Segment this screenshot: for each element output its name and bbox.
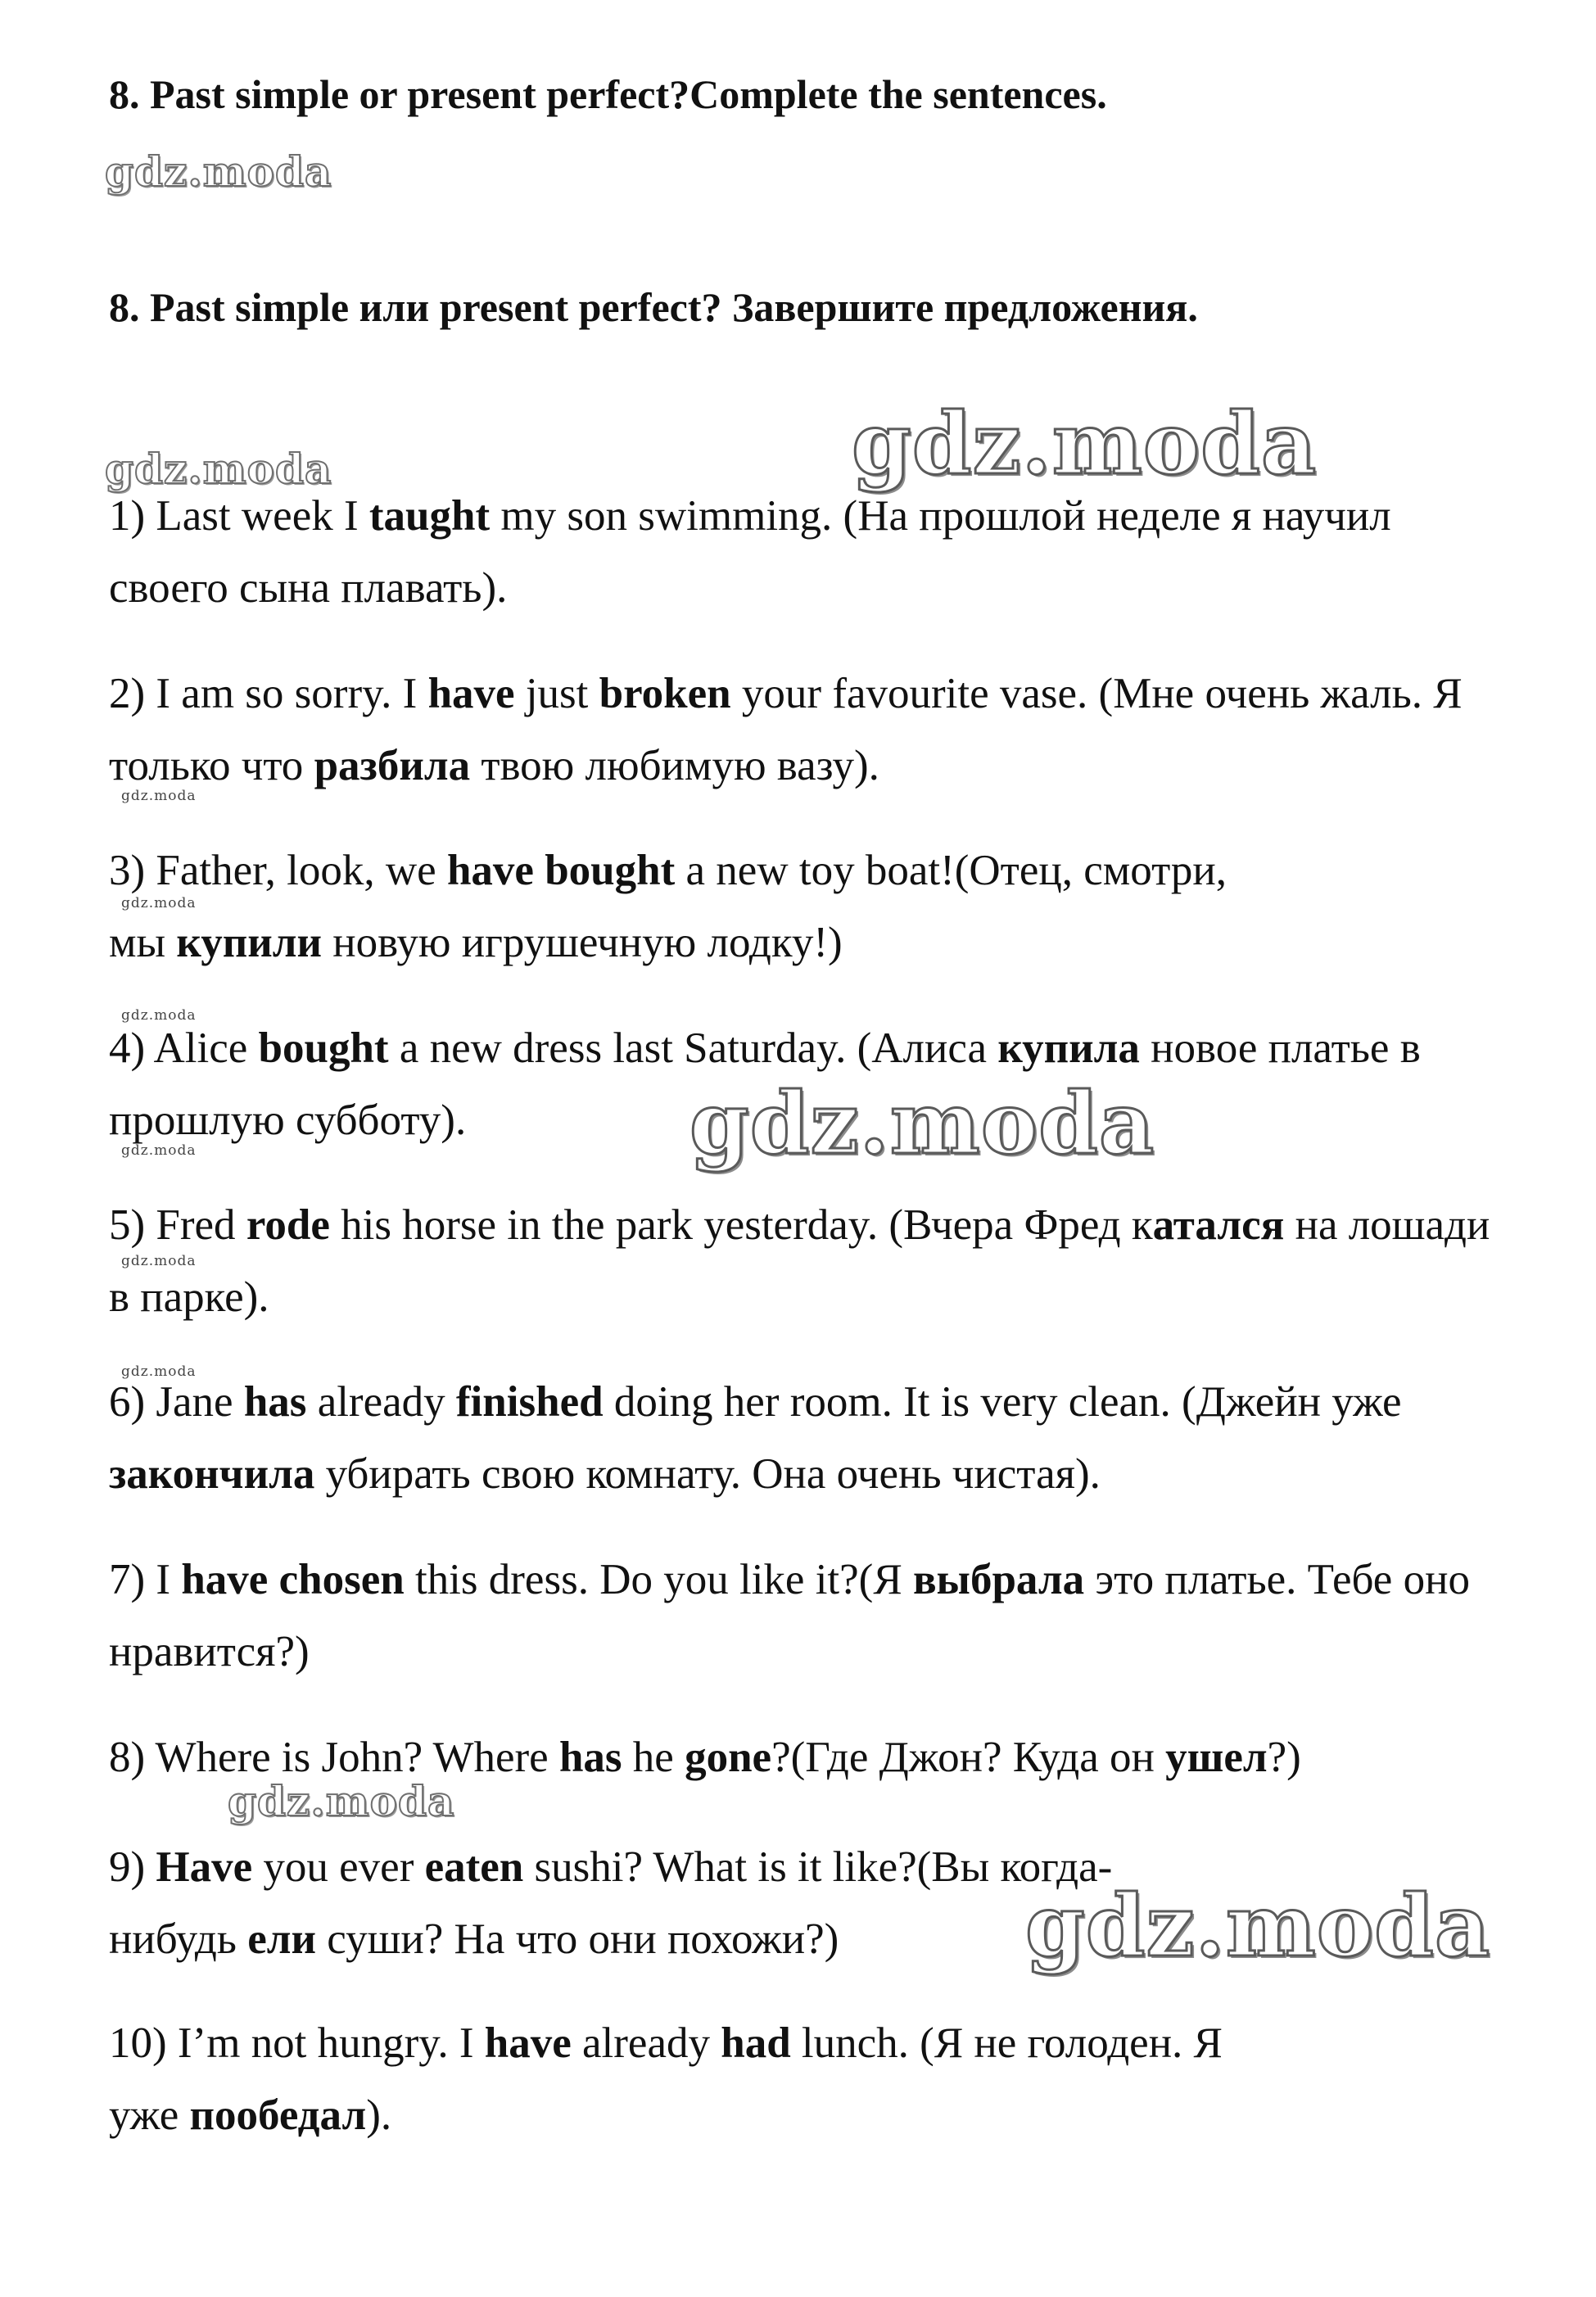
watermark-logo: gdz.moda: [121, 1007, 197, 1024]
answer-verb: finished: [455, 1378, 604, 1426]
answer-text: 5) Fred: [109, 1201, 246, 1249]
answer-text: 7) I: [109, 1556, 182, 1603]
answer-text: 1) Last week I: [109, 492, 369, 540]
answer-text: убирать свою комнату. Она очень чистая).: [314, 1450, 1101, 1498]
answer-text: 9): [109, 1843, 156, 1891]
answer-verb: ели: [247, 1915, 317, 1963]
answer-verb: купила: [997, 1024, 1140, 1072]
answer-verb: bought: [258, 1024, 389, 1072]
answer-verb: has: [558, 1734, 622, 1781]
answer-text: a new dress last Saturday. (Алиса: [388, 1024, 998, 1072]
task-title-en: 8. Past simple or present perfect?Complete the sentences.: [109, 71, 1107, 117]
watermark-logo: gdz.moda: [121, 1253, 197, 1269]
answer-text: 8) Where is John? Where: [109, 1734, 559, 1781]
answer-item-5: [109, 1189, 1501, 1333]
watermark-logo: gdz.moda: [105, 445, 332, 493]
answer-text: my son swimming. (На прошлой неделе я научил своего сына плавать).: [109, 492, 1391, 612]
answer-verb: eaten: [424, 1843, 524, 1891]
watermark-logo: gdz.moda: [228, 1777, 455, 1825]
answer-text: he: [622, 1734, 685, 1781]
watermark-logo: gdz.moda: [121, 788, 197, 804]
answer-text: мы: [109, 919, 177, 966]
answer-text: нибудь: [109, 1915, 248, 1963]
answer-text: 4) Alice: [109, 1024, 259, 1072]
answer-text: ).: [366, 2091, 392, 2139]
answer-text: 6) Jane: [109, 1378, 244, 1426]
task-title-ru: 8. Past simple или present perfect? Завершите предложения.: [109, 284, 1198, 330]
answer-verb: купили: [176, 919, 323, 966]
answer-verb: rode: [246, 1201, 330, 1249]
answer-verb: have: [427, 670, 515, 717]
answer-text: your favourite vase. (Мне очень жаль. Я только что: [109, 670, 1463, 789]
answer-verb: Have: [156, 1843, 253, 1891]
answer-text: lunch. (Я не голоден. Я: [790, 2019, 1223, 2067]
answer-text: this dress. Do you like it?(Я: [404, 1556, 913, 1603]
answer-verb: пообедал: [189, 2091, 367, 2139]
answer-verb: выбрала: [912, 1556, 1085, 1603]
watermark-logo: gdz.moda: [852, 393, 1318, 494]
answer-text: already: [306, 1378, 456, 1426]
answer-verb: have bought: [446, 847, 676, 894]
answer-text: his horse in the park yesterday. (Вчера Фред к: [329, 1201, 1153, 1249]
watermark-logo: gdz.moda: [689, 1073, 1155, 1173]
answer-text: суши? На что они похожи?): [316, 1915, 839, 1963]
watermark-logo: gdz.moda: [105, 147, 332, 196]
answer-verb: had: [721, 2019, 791, 2067]
answer-verb: have: [484, 2019, 572, 2067]
watermark-logo: gdz.moda: [121, 895, 197, 911]
answer-item-3: [109, 834, 1501, 979]
answer-text: a new toy boat!(Отец, смотри,: [675, 847, 1227, 894]
answer-text: you ever: [252, 1843, 425, 1891]
answer-item-1: [109, 480, 1501, 624]
answer-verb: ушел: [1165, 1734, 1268, 1781]
answer-verb: have chosen: [181, 1556, 405, 1603]
watermark-logo: gdz.moda: [1025, 1875, 1491, 1976]
answer-text: just: [514, 670, 599, 717]
answer-text: sushi? What is it like?(Вы когда-: [523, 1843, 1113, 1891]
answer-text: новое платье в прошлую субботу).: [109, 1024, 1421, 1144]
answer-text: 3) Father, look, we: [109, 847, 447, 894]
answer-verb: закончила: [109, 1450, 315, 1498]
answer-verb: has: [243, 1378, 307, 1426]
answer-verb: taught: [368, 492, 491, 540]
watermark-logo: gdz.moda: [121, 1363, 197, 1380]
answer-text: на лошади в парке).: [109, 1201, 1490, 1321]
answer-text: 10) I’m not hungry. I: [109, 2019, 485, 2067]
answer-verb: broken: [599, 670, 731, 717]
answer-text: это платье. Тебе оно нравится?): [109, 1556, 1470, 1675]
answer-text: 2) I am so sorry. I: [109, 670, 428, 717]
answer-text: already: [571, 2019, 721, 2067]
answer-text: уже: [109, 2091, 190, 2139]
answer-text: doing her room. It is very clean. (Джейн уже: [603, 1378, 1402, 1426]
answer-text: ?): [1267, 1734, 1301, 1781]
answer-item-2: [109, 658, 1501, 802]
answer-item-7: [109, 1544, 1501, 1688]
answer-text: твою любимую вазу).: [470, 742, 879, 789]
answer-item-6: [109, 1366, 1501, 1510]
answer-item-10: [109, 2007, 1501, 2151]
answer-verb: gone: [685, 1734, 772, 1781]
answer-text: новую игрушечную лодку!): [322, 919, 843, 966]
answer-verb: разбила: [314, 742, 471, 789]
answer-verb: атался: [1152, 1201, 1285, 1249]
answer-text: ?(Где Джон? Куда он: [771, 1734, 1166, 1781]
watermark-logo: gdz.moda: [121, 1142, 197, 1159]
